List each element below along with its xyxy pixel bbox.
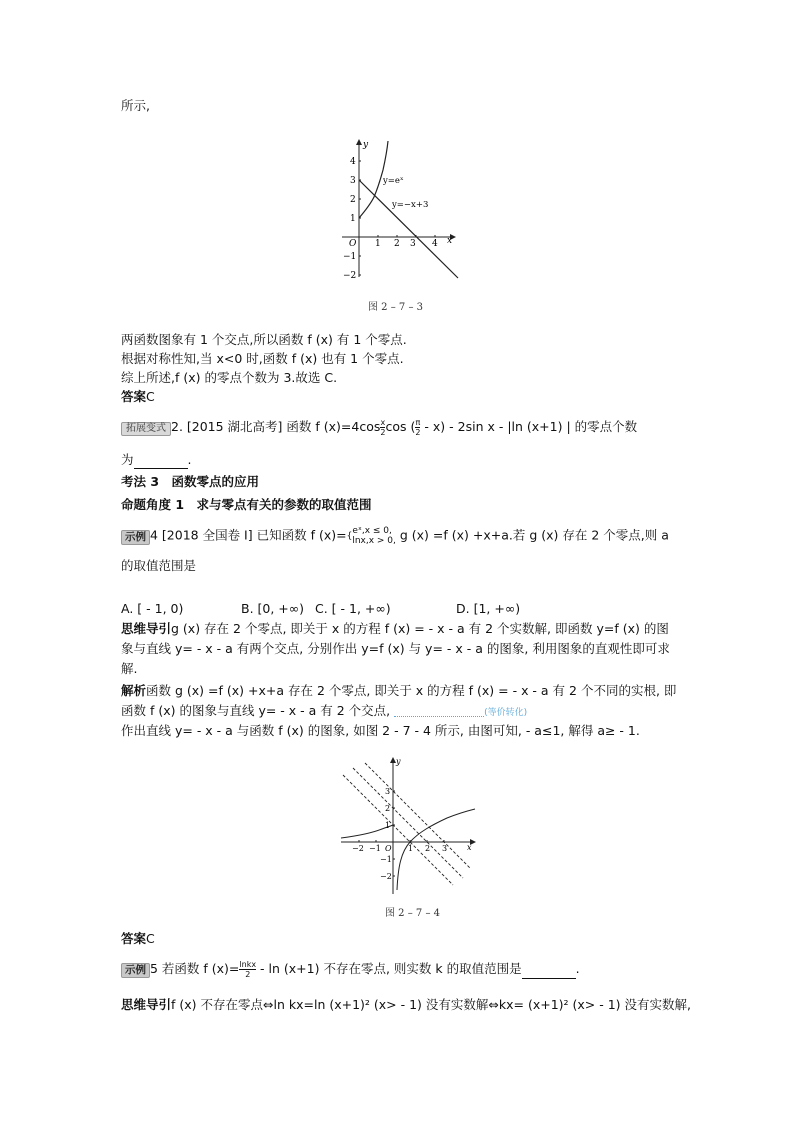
figure1-caption: 图 2 – 7 – 3 xyxy=(368,302,423,313)
guide-line-3: 解. xyxy=(121,661,138,676)
result-line-2: 根据对称性知,当 x<0 时,函数 f (x) 也有 1 个零点. xyxy=(121,351,404,366)
dashed-line-2 xyxy=(353,768,463,878)
figure-2-7-3 xyxy=(330,135,465,280)
example-4-badge: 示例 xyxy=(121,530,150,545)
answer-value: C xyxy=(146,389,155,404)
example-4-text-a: 4 [2018 全国卷 Ⅰ] 已知函数 f (x)= xyxy=(150,527,347,543)
y-tick-3: 3 xyxy=(350,176,356,186)
y-tick-1: 1 xyxy=(350,214,356,224)
option-c[interactable]: C. [ - 1, +∞) xyxy=(315,601,391,616)
y-tick-4: 4 xyxy=(350,157,356,167)
origin-label: O xyxy=(385,844,392,853)
x-tick-2: 2 xyxy=(394,239,400,249)
example-4-line-2: 的取值范围是 xyxy=(121,558,197,573)
dashed-line-3 xyxy=(365,763,471,869)
y-tick-neg2: −2 xyxy=(380,872,392,881)
example-5: 示例 5 若函数 f (x)= $\frac{\text{lnkx}}{2}$ - ln (x+1) 不存在零点, 则实数 k 的取值范围是 . xyxy=(121,960,580,979)
answer-value-2: C xyxy=(146,931,155,946)
axis-y-label: y xyxy=(363,140,369,150)
x-tick-neg2: −2 xyxy=(352,844,364,853)
option-b[interactable]: B. [0, +∞) xyxy=(241,601,305,616)
y-tick-neg1: −1 xyxy=(380,855,392,864)
answer-label: 答案 xyxy=(121,389,147,404)
answer-row-2 xyxy=(121,930,155,948)
axis-y-label: y xyxy=(396,757,401,766)
hint-text: (等价转化) xyxy=(484,708,528,718)
guide-5: 思维导引f (x) 不存在零点⇔ln kx=ln (x+1)² (x> - 1) 没有实数解⇔kx= (x+1)² (x> - 1) 没有实数解, xyxy=(121,997,692,1012)
x-tick-4: 4 xyxy=(432,239,438,249)
ext-line-2: 为 . xyxy=(121,452,192,467)
answer-blank[interactable] xyxy=(134,456,188,469)
guide-line-2: 象与直线 y= - x - a 有两个交点, 分别作出 y=f (x) 与 y= - x - a 的图象, 利用图象的直观性即可求 xyxy=(121,641,670,656)
origin-label: O xyxy=(349,239,357,249)
ext-text-a: 2. [2015 湖北高考] 函数 f (x)=4cos xyxy=(171,419,381,434)
guide-label: 思维导引 xyxy=(121,621,172,636)
axis-x-label: x xyxy=(467,843,472,852)
guide-label-2: 思维导引 xyxy=(121,997,172,1012)
example-4 xyxy=(121,526,669,546)
example-4-text-b: g (x) =f (x) +x+a.若 g (x) 存在 2 个零点,则 a xyxy=(395,527,669,543)
result-line-1: 两函数图象有 1 个交点,所以函数 f (x) 有 1 个零点. xyxy=(121,332,407,347)
ext-text-b: cos ( xyxy=(385,419,416,434)
ext-badge: 拓展变式 xyxy=(121,422,171,436)
y-tick-neg1: −1 xyxy=(343,252,357,262)
option-d[interactable]: D. [1, +∞) xyxy=(456,601,521,616)
x-tick-1: 1 xyxy=(375,239,381,249)
guide-line-1: 思维导引g (x) 存在 2 个零点, 即关于 x 的方程 f (x) = - x - a 有 2 个实数解, 即函数 y=f (x) 的图 xyxy=(121,621,669,636)
y-tick-3: 3 xyxy=(385,787,391,796)
ext-text-c: - x) - 2sin x - |ln (x+1) | 的零点个数 xyxy=(420,419,638,434)
ext-pi-frac: $\frac{\pi}{2}$ xyxy=(415,418,421,437)
y-tick-2: 2 xyxy=(385,804,391,813)
option-a[interactable]: A. [ - 1, 0) xyxy=(121,601,184,616)
figure-2-7-4 xyxy=(337,752,482,897)
piecewise: { eˣ,x ≤ 0, lnx,x > 0, xyxy=(346,526,396,546)
answer-blank-2[interactable] xyxy=(522,966,576,979)
analysis-line-3: 作出直线 y= - x - a 与函数 f (x) 的图象, 如图 2 - 7 - 4 所示, 由图可知, - a≤1, 解得 a≥ - 1. xyxy=(121,723,640,738)
dotted-leader xyxy=(394,707,484,717)
x-tick-2: 2 xyxy=(425,844,431,853)
x-tick-1: 1 xyxy=(408,844,414,853)
ext-exercise xyxy=(121,418,637,437)
angle-title: 命题角度 1 求与零点有关的参数的取值范围 xyxy=(121,497,372,512)
y-tick-neg2: −2 xyxy=(343,271,357,280)
analysis-line-2: 函数 f (x) 的图象与直线 y= - x - a 有 2 个交点, (等价转化) xyxy=(121,703,528,718)
answer-label-2: 答案 xyxy=(121,931,147,946)
dashed-line-1 xyxy=(343,775,453,885)
figure2-caption: 图 2 – 7 – 4 xyxy=(385,908,440,919)
label-line: y=−x+3 xyxy=(392,200,429,210)
analysis-label: 解析 xyxy=(121,683,147,698)
method-title: 考法 3 函数零点的应用 xyxy=(121,474,260,489)
x-tick-3: 3 xyxy=(442,844,448,853)
result-line-3: 综上所述,f (x) 的零点个数为 3.故选 C. xyxy=(121,370,338,385)
intro-text: 所示, xyxy=(121,98,150,113)
label-exp: y=eˣ xyxy=(383,176,404,186)
example-5-badge: 示例 xyxy=(121,963,150,978)
y-tick-2: 2 xyxy=(350,195,356,205)
x-tick-neg1: −1 xyxy=(369,844,381,853)
axis-x-label: x xyxy=(447,236,453,246)
line-curve xyxy=(359,180,458,278)
analysis-line-1: 解析函数 g (x) =f (x) +x+a 存在 2 个零点, 即关于 x 的方程 f (x) = - x - a 有 2 个不同的实根, 即 xyxy=(121,683,677,698)
answer-row-1 xyxy=(121,388,155,406)
example-5-frac: $\frac{\text{lnkx}}{2}$ xyxy=(239,960,257,979)
ext-frac: $\frac{x}{2}$ xyxy=(380,418,386,437)
y-tick-1: 1 xyxy=(385,821,391,830)
x-tick-3: 3 xyxy=(410,239,416,249)
